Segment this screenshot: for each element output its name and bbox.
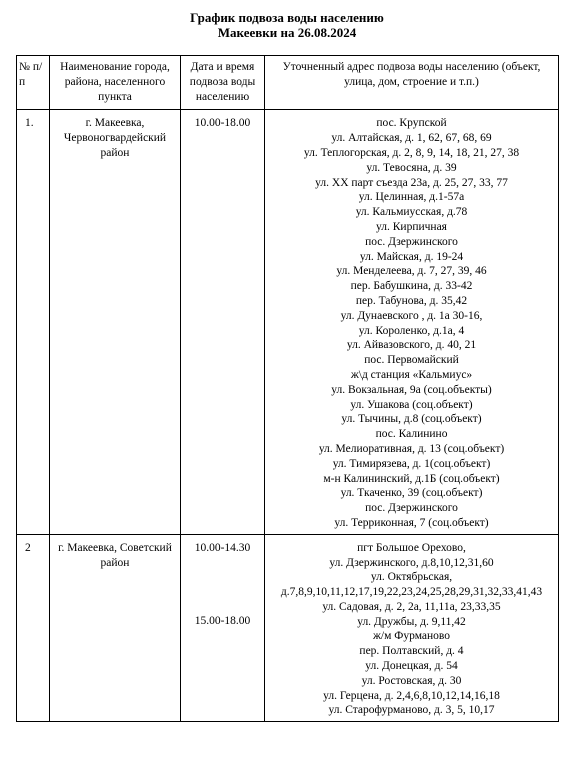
address-line: ул. Алтайская, д. 1, 62, 67, 68, 69 — [331, 132, 492, 145]
header-number: № п/п — [17, 56, 50, 110]
address-line: ул. Мелиоративная, д. 13 (соц.объект) — [318, 442, 505, 455]
document-title — [0, 10, 574, 40]
address-line: ж\д станция «Кальмиус» — [350, 368, 473, 381]
address-line: ул. Ушакова (соц.объект) — [350, 398, 473, 411]
address-line: ул. Майская, д. 19-24 — [359, 250, 464, 263]
row-number: 2 — [17, 534, 50, 722]
address-line: пер. Табунова, д. 35,42 — [355, 294, 468, 307]
address-line: м-н Калининский, д.1Б (соц.объект) — [323, 472, 500, 485]
address-line: ул. Айвазовского, д. 40, 21 — [346, 339, 477, 352]
address-line: ул. Кирпичная — [376, 220, 447, 233]
address-line: ул. Терриконная, 7 (соц.объект) — [334, 516, 489, 529]
row-locality: г. Макеевка, Червоногвардейский район — [50, 110, 181, 534]
address-line: ул. Донецкая, д. 54 — [365, 660, 458, 673]
address-line: пос. Дзержинского — [365, 235, 458, 248]
title-line-2: Макеевки на 26.08.2024 — [217, 25, 357, 40]
address-line: ж/м Фурманово — [372, 630, 450, 643]
address-line: ул. Ткаченко, 39 (соц.объект) — [340, 487, 483, 500]
address-line: ул. Октябрьская, — [370, 571, 453, 584]
time-slot: 10.00-18.00 — [194, 117, 251, 130]
address-line: пос. Крупской — [376, 117, 447, 130]
address-line: ул. Вокзальная, 9а (соц.объекты) — [331, 383, 492, 396]
row-number: 1. — [17, 110, 50, 534]
address-line: д.7,8,9,10,11,12,17,19,22,23,24,25,28,29,31,32,33,41,43 — [280, 586, 543, 599]
time-slot: 15.00-18.00 — [194, 614, 251, 627]
time-slot: 10.00-14.30 — [194, 541, 251, 554]
address-line: ул. Дзержинского, д.8,10,12,31,60 — [329, 556, 494, 569]
address-line: ул. Целинная, д.1-57а — [358, 191, 465, 204]
address-line: ул. Тевосяна, д. 39 — [366, 161, 457, 174]
water-delivery-table — [16, 55, 559, 722]
header-address: Уточненный адрес подвоза воды населению (объект, улица, дом, строение и т.п.) — [265, 56, 559, 110]
address-line: ул. Дунаевского , д. 1а 30-16, — [340, 309, 483, 322]
address-line: пер. Полтавский, д. 4 — [359, 645, 464, 658]
address-line: ул. Старофурманово, д. 3, 5, 10,17 — [328, 704, 495, 717]
header-date-time: Дата и время подвоза воды населению — [181, 56, 265, 110]
table-row — [17, 110, 559, 534]
row-times — [181, 534, 265, 722]
address-line: ул. Менделеева, д. 7, 27, 39, 46 — [336, 265, 487, 278]
row-addresses — [265, 534, 559, 722]
time-gap — [183, 556, 262, 614]
row-locality: г. Макеевка, Советский район — [50, 534, 181, 722]
address-line: ул. Ростовская, д. 30 — [361, 674, 462, 687]
title-line-1: График подвоза воды населению — [190, 10, 384, 25]
address-line: ул. Тимирязева, д. 1(соц.объект) — [332, 457, 491, 470]
address-line: ул. Герцена, д. 2,4,6,8,10,12,14,16,18 — [323, 689, 500, 702]
row-times — [181, 110, 265, 534]
address-line: ул. Кальмиусская, д.78 — [355, 206, 468, 219]
address-line: ул. Тычины, д.8 (соц.объект) — [341, 413, 482, 426]
address-line: ул. Дружбы, д. 9,11,42 — [357, 615, 466, 628]
row-addresses — [265, 110, 559, 534]
address-line: ул. XX парт съезда 23а, д. 25, 27, 33, 77 — [315, 176, 508, 189]
address-line: ул. Короленко, д.1а, 4 — [358, 324, 465, 337]
address-line: пер. Бабушкина, д. 33-42 — [350, 280, 473, 293]
address-line: пгт Большое Орехово, — [357, 541, 466, 554]
address-line: пос. Калинино — [375, 428, 448, 441]
table-header-row — [17, 56, 559, 110]
address-line: пос. Дзержинского — [365, 502, 458, 515]
address-line: пос. Первомайский — [364, 354, 459, 367]
table-row — [17, 534, 559, 722]
header-locality: Наименование города, района, населенного пункта — [50, 56, 181, 110]
address-line: ул. Садовая, д. 2, 2а, 11,11а, 23,33,35 — [322, 600, 501, 613]
address-line: ул. Теплогорская, д. 2, 8, 9, 14, 18, 21, 27, 38 — [303, 146, 520, 159]
